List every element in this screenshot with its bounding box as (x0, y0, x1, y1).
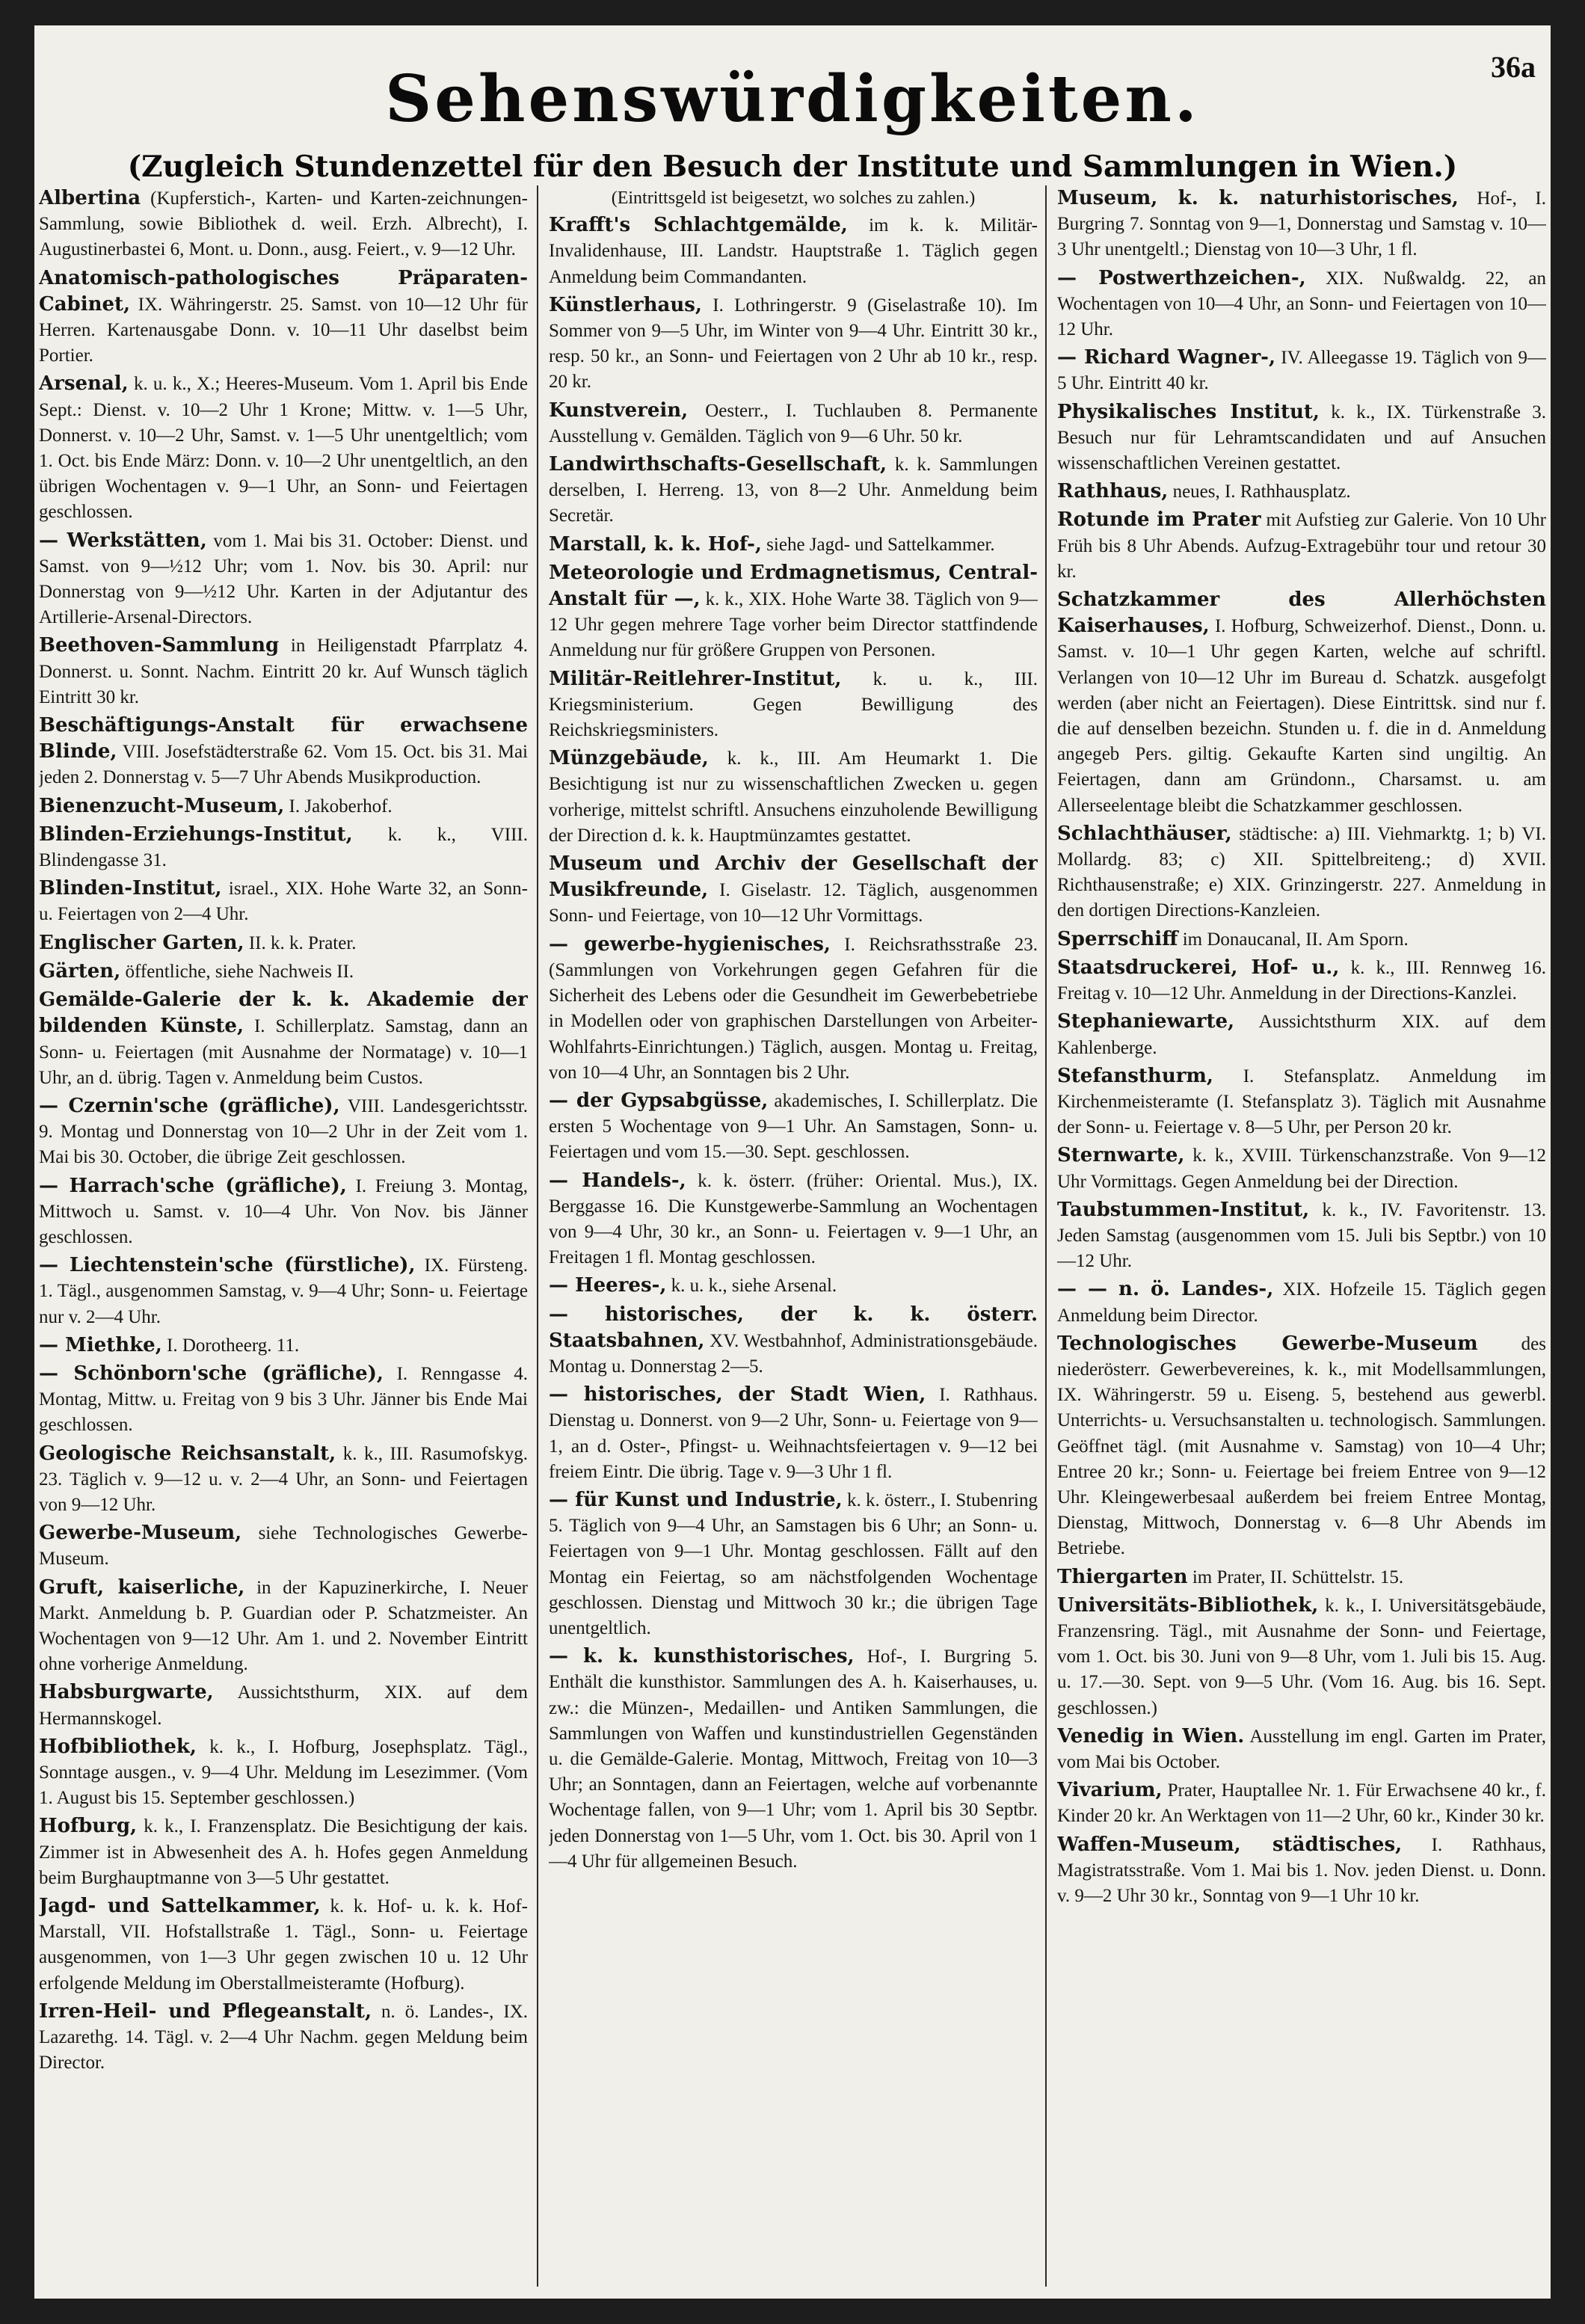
entry-heading: — Miethke, (39, 1333, 162, 1356)
entry-heading: — der Gypsabgüsse, (549, 1089, 769, 1112)
entry-heading: — k. k. kunsthistorisches, (549, 1645, 855, 1668)
entry-text: akademisches, I. Schillerplatz. Die ersten 5 Wochentage von 9—1 Uhr. An Samstagen, Sonn- u. Feiertagen und vom 15.—30. Sept. geschlossen. (549, 1090, 1038, 1163)
entry-heading: Gärten, (39, 959, 121, 983)
directory-entry (549, 452, 1038, 529)
entry-text: I. Renngasse 4. Montag, Mittw. u. Freitag von 9 bis 3 Uhr. Jänner bis Ende Mai geschlossen. (39, 1363, 528, 1436)
entry-text: k. u. k., III. Kriegsministerium. Gegen Bewilligung des Reichskriegsministers. (549, 668, 1038, 741)
directory-entry (39, 1441, 528, 1519)
directory-entry (1057, 1724, 1546, 1775)
entry-heading: — — n. ö. Landes-, (1057, 1278, 1274, 1301)
directory-entry (39, 1679, 528, 1731)
entry-heading: Sternwarte, (1057, 1144, 1185, 1167)
directory-entry (549, 746, 1038, 849)
entry-text: Aussichtsthurm XIX. auf dem Kahlenberge. (1057, 1012, 1546, 1058)
entry-text: k. k., XVIII. Türkenschanzstraße. Von 9—12 Uhr Vormittags. Gegen Anmeldung bei der Direction. (1057, 1146, 1546, 1192)
entry-heading: — historisches, der Stadt Wien, (549, 1383, 926, 1407)
entry-text: IV. Alleegasse 19. Täglich von 9—5 Uhr. Eintritt 40 kr. (1057, 348, 1546, 394)
entry-heading: Jagd- und Sattelkammer, (39, 1895, 321, 1917)
entry-text: I. Hofburg, Schweizerhof. Dienst., Donn. u. Samst. v. 10—1 Uhr gegen Karten, welche auf schriftl. Verlangen von 10—12 Uhr im Bureau d. Schatzk. ausgefolgt werden (aber nicht an Feiertagen). Diese Eintrittsk. sind nur f. die auf denselben bezeichn. Stunden u. f. die in d. Anmeldung angegeb Pers. giltig. Gekaufte Karten sind ungiltig. An Feiertagen, dann am Gründonn., Charsamst. u. am Allerseelentage bleibt die Schatzkammer geschlossen. (1057, 616, 1546, 816)
directory-entry (39, 1999, 528, 2076)
entry-heading: — Heeres-, (549, 1274, 667, 1297)
directory-entry (39, 1575, 528, 1678)
entry-heading: — Harrach'sche (gräfliche), (39, 1174, 347, 1197)
directory-entry (39, 1252, 528, 1330)
entry-heading: Anatomisch-pathologisches Präparaten-Cabinet, (39, 266, 528, 316)
entry-heading: Arsenal, (39, 372, 129, 396)
entry-text: k. k., IX. Türkenstraße 3. Besuch nur für Lehramtscandidaten und auf Ansuchen wissenschaftlichen Vereinen gestattet. (1057, 402, 1546, 474)
entry-text: k. u. k., X.; Heeres-Museum. Vom 1. April bis Ende Sept.: Dienst. v. 10—2 Uhr 1 Krone; Mittw. v. 1—5 Uhr, Donnerst. v. 10—2 Uhr, Samst. v. 1—5 Uhr unentgeltlich; vom 1. Oct. bis Ende März: Donn. v. 10—2 Uhr unentgeltlich, an den übrigen Wochentagen v. 9—1 Uhr, an Sonn- und Feiertagen geschlossen. (39, 374, 528, 523)
directory-entry (39, 713, 528, 791)
directory-entry (39, 876, 528, 927)
entry-heading: Thiergarten (1057, 1565, 1188, 1588)
entry-text: n. ö. Landes-, IX. Lazarethg. 14. Tägl. v. 2—4 Uhr Nachm. gegen Meldung beim Director. (39, 2001, 528, 2074)
directory-entry (39, 371, 528, 525)
entry-text: mit Aufstieg zur Galerie. Von 10 Uhr Früh bis 8 Uhr Abends. Aufzug-Extragebühr tour und retour 30 kr. (1057, 510, 1546, 582)
entry-text: XIX. Hofzeile 15. Täglich gegen Anmeldung beim Director. (1057, 1279, 1546, 1326)
columns-container (39, 185, 1546, 2287)
entry-text: I. Stefansplatz. Anmeldung im Kirchenmeisteramte (I. Stefansplatz 3). Täglich mit Ausnahme der Sonn- u. Feiertage v. 8—5 Uhr, per Person 20 kr. (1057, 1066, 1546, 1138)
directory-entry (1057, 265, 1546, 343)
entry-text: I. Rathhaus, Magistratsstraße. Vom 1. Mai bis 1. Nov. jeden Dienst. u. Donn. v. 9—2 Uhr 30 kr., Sonntag von 9—1 Uhr 10 kr. (1057, 1834, 1546, 1906)
directory-entry (39, 265, 528, 369)
entry-heading: Rathhaus, (1057, 480, 1169, 503)
entry-text: I. Rathhaus. Dienstag u. Donnerst. von 9—2 Uhr, Sonn- u. Feiertage von 9—1, an d. Oster-, Pfingst- u. Weihnachtsfeiertagen v. 9—12 bei freiem Eintr. Die übrig. Tage v. 9—3 Uhr 1 fl. (549, 1385, 1038, 1482)
entry-text: siehe Technologisches Gewerbe-Museum. (39, 1523, 528, 1570)
directory-entry (1057, 399, 1546, 477)
page-number: 36a (1491, 50, 1536, 84)
entry-heading: Physikalisches Institut, (1057, 400, 1320, 423)
entry-heading: Münzgebäude, (549, 747, 709, 770)
directory-entry (549, 212, 1038, 290)
entry-text: Hof-, I. Burgring 5. Enthält die kunsthistor. Sammlungen des A. h. Kaiserhauses, u. zw.: die Münzen-, Medaillen- und Antiken Sammlungen, die Sammlungen von Waffen und kunstindustriellen Gegenständen u. die Gemälde-Galerie. Montag, Mittwoch, Freitag von 10—3 Uhr; an Sonntagen, dann an Feiertagen, welche auf vorbenannte Wochentage fallen, von 9—1 Uhr; vom 1. April bis 30 Septbr. jeden Donnerstag von 1—5 Uhr, vom 1. Oct. bis 30. April von 1—4 Uhr für allgemeinen Besuch. (549, 1647, 1038, 1872)
directory-entry (39, 1361, 528, 1439)
entry-text: Ausstellung im engl. Garten im Prater, vom Mai bis October. (1057, 1726, 1546, 1772)
entry-heading: Geologische Reichsanstalt, (39, 1442, 336, 1465)
directory-entry (549, 1644, 1038, 1875)
entry-text: Aussichtsthurm, XIX. auf dem Hermannskogel. (39, 1682, 528, 1729)
directory-entry (39, 1520, 528, 1572)
entry-heading: Schlachthäuser, (1057, 822, 1232, 845)
directory-entry (1057, 1331, 1546, 1562)
entry-heading: Museum, k. k. naturhistorisches, (1057, 187, 1459, 209)
entry-text: I. Giselastr. 12. Täglich, ausgenommen Sonn- und Feiertage, von 10—12 Uhr Vormittags. (549, 880, 1038, 926)
entry-text: k. k., IV. Favoritenstr. 13. Jeden Samstag (ausgenommen vom 15. Juli bis Septbr.) von 10—12 Uhr. (1057, 1199, 1546, 1272)
directory-entry (1057, 1777, 1546, 1829)
page-subtitle: (Zugleich Stundenzettel für den Besuch der Institute und Sammlungen in Wien.) (127, 150, 1458, 184)
directory-entry (1057, 345, 1546, 396)
entry-text: k. k., III. Rennweg 16. Freitag v. 10—12 Uhr. Anmeldung in der Directions-Kanzlei. (1057, 957, 1546, 1004)
directory-entry (39, 793, 528, 820)
entry-heading: — Richard Wagner-, (1057, 346, 1276, 369)
entry-text: IX. Fürsteng. 1. Tägl., ausgenommen Samstag, v. 9—4 Uhr; Sonn- u. Feiertage nur v. 2—4 Uhr. (39, 1255, 528, 1327)
directory-entry (39, 1893, 528, 1996)
entry-text: israel., XIX. Hohe Warte 32, an Sonn- u. Feiertagen von 2—4 Uhr. (39, 879, 528, 925)
directory-entry (549, 1302, 1038, 1380)
entry-heading: Meteorologie und Erdmagnetismus, Central-Anstalt für —, (549, 561, 1038, 611)
directory-entry (39, 1093, 528, 1171)
entry-heading: Gemälde-Galerie der k. k. Akademie der bildenden Künste, (39, 989, 528, 1038)
entry-text: k. k., III. Rasumofskyg. 23. Täglich v. 9—12 u. v. 2—4 Uhr, an Sonn- und Feiertagen von 9—12 Uhr. (39, 1443, 528, 1515)
directory-entry (549, 932, 1038, 1086)
entry-text: in der Kapuzinerkirche, I. Neuer Markt. Anmeldung b. P. Guardian oder P. Schatzmeister. An Wochentagen von 9—12 Uhr. Am 1. und 2. November Eintritt ohne vorherige Anmeldung. (39, 1577, 528, 1675)
directory-entry (549, 532, 1038, 558)
directory-entry (1057, 1009, 1546, 1060)
entry-heading: — für Kunst und Industrie, (549, 1488, 843, 1511)
document-page (34, 25, 1551, 2299)
admission-note: (Eintrittsgeld ist beigesetzt, wo solches zu zahlen.) (611, 188, 976, 208)
entry-text: k. k., VIII. Blindengasse 31. (39, 824, 528, 871)
column-rule (1045, 185, 1047, 2287)
entry-heading: Marstall, k. k. Hof-, (549, 532, 762, 556)
directory-entry (1057, 926, 1546, 953)
entry-heading: — Schönborn'sche (gräfliche), (39, 1362, 384, 1385)
entry-text: k. k., XIX. Hohe Warte 38. Täglich von 9—12 Uhr gegen mehrere Tage vorher beim Director stattfindende Anmeldung nur für größere Gruppen von Personen. (549, 589, 1038, 661)
directory-entry (39, 987, 528, 1091)
entry-text: (Kupferstich-, Karten- und Karten-zeichnungen-Sammlung, sowie Bibliothek d. weil. Erzh. Albrecht), I. Augustinerbastei 6, Mont. u. Donn., ausg. Feiert., v. 9—12 Uhr. (39, 188, 528, 260)
entry-text: I. Reichsrathsstraße 23. (Sammlungen von Vorkehrungen gegen Gefahren für die Sicherheit des Lebens oder die Gesundheit im Gewerbebetriebe in Modellen oder von graphischen Darstellungen von Arbeiter-Wohlfahrts-Einrichtungen.) Täglich, ausgen. Montag u. Freitag, von 10—4 Uhr, an Sonntagen bis 2 Uhr. (549, 934, 1038, 1083)
entry-text: VIII. Landesgerichtsstr. 9. Montag und Donnerstag von 10—2 Uhr in der Zeit vom 1. Mai bis 30. October, die übrige Zeit geschlossen. (39, 1095, 528, 1168)
entry-heading: — Postwerthzeichen-, (1057, 266, 1306, 289)
entry-text: k. u. k., siehe Arsenal. (671, 1276, 837, 1297)
entry-text: I. Lothringerstr. 9 (Giselastraße 10). Im Sommer von 9—5 Uhr, im Winter von 9—4 Uhr. Eintritt 30 kr., resp. 50 kr., an Sonn- und Feiertagen von 2 Uhr ab 10 kr., resp. 20 kr. (549, 295, 1038, 393)
entry-text: I. Dorotheerg. 11. (167, 1335, 300, 1356)
entry-text: Oesterr., I. Tuchlauben 8. Permanente Ausstellung v. Gemälden. Täglich von 9—6 Uhr. 50 kr. (549, 400, 1038, 446)
entry-heading: — Werkstätten, (39, 529, 207, 552)
entry-heading: Gewerbe-Museum, (39, 1522, 242, 1545)
entry-heading: Rotunde im Prater (1057, 508, 1261, 532)
column-1 (39, 185, 528, 2287)
entry-text: k. k. Hof- u. k. k. Hof-Marstall, VII. Hofstallstraße 1. Tägl., Sonn- u. Feiertage ausgenommen, von 1—3 Uhr gegen zwischen 10 u. 12 Uhr erfolgende Meldung im Oberstallmeisteramte (Hofburg). (39, 1896, 528, 1993)
entry-heading: — Liechtenstein'sche (fürstliche), (39, 1254, 416, 1277)
entry-text: XV. Westbahnhof, Administrationsgebäude. Montag u. Donnerstag 2—5. (549, 1330, 1038, 1377)
directory-entry (39, 1813, 528, 1891)
directory-entry (1057, 955, 1546, 1006)
directory-entry (39, 633, 528, 710)
entry-text: Prater, Hauptallee Nr. 1. Für Erwachsene 40 kr., f. Kinder 20 kr. An Werktagen von 11—2 Uhr, 60 kr., Kinder 30 kr. (1057, 1780, 1546, 1827)
entry-heading: Hofbibliothek, (39, 1735, 197, 1758)
directory-entry (549, 1273, 1038, 1299)
directory-entry (1057, 479, 1546, 505)
directory-entry (39, 930, 528, 956)
entry-heading: Beschäftigungs-Anstalt für erwachsene Blinde, (39, 714, 528, 763)
entry-text: VIII. Josefstädterstraße 62. Vom 15. Oct. bis 31. Mai jeden 2. Donnerstag v. 5—7 Uhr Abends Musikproduction. (39, 742, 528, 788)
entry-text: I. Schillerplatz. Samstag, dann an Sonn- u. Feiertagen (mit Ausnahme der Normatage) v. 10—1 Uhr, an d. übrig. Tagen v. Anmeldung beim Custos. (39, 1016, 528, 1088)
directory-entry (1057, 821, 1546, 924)
entry-heading: Kunstverein, (549, 399, 689, 422)
entry-text: neues, I. Rathhausplatz. (1172, 482, 1351, 502)
entry-text: im k. k. Militär-Invalidenhause, III. Landstr. Hauptstraße 1. Täglich gegen Anmeldung beim Commandanten. (549, 215, 1038, 287)
directory-entry (39, 1734, 528, 1812)
entry-heading: Englischer Garten, (39, 931, 244, 954)
entry-heading: Blinden-Erziehungs-Institut, (39, 823, 353, 846)
directory-entry (549, 666, 1038, 744)
entry-heading: Habsburgwarte, (39, 1681, 214, 1704)
entry-heading: Taubstummen-Institut, (1057, 1198, 1310, 1221)
directory-entry (39, 185, 528, 263)
entry-heading: Technologisches Gewerbe-Museum (1057, 1332, 1478, 1355)
entry-text: siehe Jagd- und Sattelkammer. (766, 534, 995, 555)
column-3 (1057, 185, 1546, 2287)
entry-text: k. k., III. Am Heumarkt 1. Die Besichtigung ist nur zu wissenschaftlichen Zwecken u. gegen vorherige, mittelst schriftl. Ansuchens einzuholende Bewilligung der Direction d. k. k. Hauptmünzamtes gestattet. (549, 748, 1038, 846)
entry-text: im Prater, II. Schüttelstr. 15. (1192, 1567, 1404, 1587)
entry-text: II. k. k. Prater. (248, 932, 357, 953)
entry-heading: Hofburg, (39, 1815, 138, 1838)
entry-heading: Irren-Heil- und Pflegeanstalt, (39, 1999, 372, 2023)
entry-heading: Vivarium, (1057, 1779, 1163, 1802)
directory-entry (549, 1382, 1038, 1485)
directory-entry (39, 822, 528, 873)
entry-heading: Staatsdruckerei, Hof- u., (1057, 956, 1340, 979)
entry-heading: — gewerbe-hygienisches, (549, 932, 831, 956)
directory-entry (549, 560, 1038, 664)
page-title: Sehenswürdigkeiten. (385, 61, 1200, 137)
entry-text: I. Jakoberhof. (289, 796, 393, 817)
directory-entry (549, 1088, 1038, 1166)
entry-text: öffentliche, siehe Nachweis II. (125, 961, 354, 982)
directory-entry (549, 1168, 1038, 1271)
entry-heading: Museum und Archiv der Gesellschaft der Musikfreunde, (549, 852, 1038, 902)
entry-heading: Schatzkammer des Allerhöchsten Kaiserhauses, (1057, 588, 1546, 638)
entry-text: I. Freiung 3. Montag, Mittwoch u. Samst. v. 10—4 Uhr. Von Nov. bis Jänner geschlossen. (39, 1175, 528, 1247)
entry-heading: Gruft, kaiserliche, (39, 1576, 245, 1599)
directory-entry (549, 398, 1038, 449)
entry-text: k. k., I. Universitätsgebäude, Franzensring. Tägl., mit Ausnahme der Sonn- und Feiertage, vom 1. Oct. bis 30. Juni von 9—8 Uhr, vom 1. Juli bis 15. Aug. u. 17.—30. Sept. von 9—5 Uhr. (Vom 16. Aug. bis 16. Sept. geschlossen.) (1057, 1595, 1546, 1718)
directory-entry (1057, 185, 1546, 263)
entry-heading: Sperrschiff (1057, 927, 1178, 950)
directory-entry (1057, 1564, 1546, 1590)
directory-entry (1057, 507, 1546, 585)
entry-heading: Blinden-Institut, (39, 877, 222, 900)
entry-heading: Albertina (39, 187, 141, 209)
entry-heading: — Czernin'sche (gräfliche), (39, 1094, 340, 1117)
directory-entry (549, 292, 1038, 396)
entry-heading: Künstlerhaus, (549, 293, 702, 316)
directory-entry (1057, 1593, 1546, 1721)
entry-heading: Krafft's Schlachtgemälde, (549, 214, 848, 237)
entry-heading: Venedig in Wien. (1057, 1724, 1245, 1747)
directory-entry (549, 1487, 1038, 1641)
entry-text: k. k. österr. (früher: Oriental. Mus.), IX. Berggasse 16. Die Kunstgewerbe-Sammlung an Wochentagen von 9—4 Uhr, 30 kr., an Sonn- u. Feiertagen v. 9—1 Uhr, an Freitagen 1 fl. Montag geschlossen. (549, 1170, 1038, 1268)
entry-heading: Stefansthurm, (1057, 1064, 1213, 1087)
directory-entry (1057, 1832, 1546, 1910)
directory-entry (1057, 587, 1546, 819)
entry-text: XIX. Nußwaldg. 22, an Wochentagen von 10—4 Uhr, an Sonn- und Feiertagen von 10—12 Uhr. (1057, 268, 1546, 340)
directory-entry (549, 851, 1038, 929)
entry-heading: Beethoven-Sammlung (39, 634, 280, 657)
entry-text: k. k., I. Franzensplatz. Die Besichtigung der kais. Zimmer ist in Abwesenheit des A. h. Hofes gegen Anmeldung beim Burghauptmanne von 3—5 Uhr gestattet. (39, 1816, 528, 1888)
entry-text: städtische: a) III. Viehmarktg. 1; b) VI. Mollardg. 83; c) XII. Spittelbreiteng.; d) XVII. Richthausenstraße; e) XIX. Grinzingerstr. 227. Anmeldung in den dortigen Directions-Kanzleien. (1057, 823, 1546, 921)
directory-entry (39, 959, 528, 985)
column-rule (537, 185, 538, 2287)
entry-heading: — historisches, der k. k. österr. Staatsbahnen, (549, 1303, 1038, 1352)
entry-text: k. k. Sammlungen derselben, I. Herreng. 13, von 8—2 Uhr. Anmeldung beim Secretär. (549, 455, 1038, 526)
directory-entry (39, 1173, 528, 1251)
entry-heading: Militär-Reitlehrer-Institut, (549, 667, 842, 690)
entry-text: k. k., I. Hofburg, Josephsplatz. Tägl., Sonntage ausgen., v. 9—4 Uhr. Meldung im Lesezimmer. (Vom 1. August bis 15. September geschlossen.) (39, 1736, 528, 1809)
directory-entry (1057, 1143, 1546, 1194)
directory-entry (1057, 1276, 1546, 1328)
entry-heading: Stephaniewarte, (1057, 1010, 1235, 1033)
directory-entry (39, 528, 528, 631)
entry-text: in Heiligenstadt Pfarrplatz 4. Donnerst. u. Sonnt. Nachm. Eintritt 20 kr. Auf Wunsch täglich Eintritt 30 kr. (39, 636, 528, 707)
entry-heading: Waffen-Museum, städtisches, (1057, 1833, 1403, 1856)
entry-text: im Donaucanal, II. Am Sporn. (1182, 929, 1409, 950)
entry-text: vom 1. Mai bis 31. October: Dienst. und Samst. von 9—½12 Uhr; vom 1. Nov. bis 30. April: nur Donnerstag von 9—½12 Uhr. Karten in der Adjutantur des Artillerie-Arsenal-Directors. (39, 530, 528, 628)
entry-heading: — Handels-, (549, 1169, 686, 1192)
entry-heading: Landwirthschafts-Gesellschaft, (549, 453, 887, 476)
entry-text: IX. Währingerstr. 25. Samst. von 10—12 Uhr für Herren. Kartenausgabe Donn. v. 10—11 Uhr daselbst beim Portier. (39, 294, 528, 366)
entry-heading: Universitäts-Bibliothek, (1057, 1593, 1319, 1617)
directory-entry (1057, 1197, 1546, 1275)
column-2 (549, 185, 1038, 2287)
directory-entry (39, 1332, 528, 1359)
entry-heading: Bienenzucht-Museum, (39, 794, 285, 817)
entry-text: Hof-, I. Burgring 7. Sonntag von 9—1, Donnerstag und Samstag v. 10—3 Uhr unentgeltl.; Dienstag von 10—3 Uhr, 1 fl. (1057, 188, 1546, 260)
entry-text: k. k. österr., I. Stubenring 5. Täglich von 9—4 Uhr, an Samstagen bis 6 Uhr; an Sonn- u. Feiertagen von 9—1 Uhr. Montag geschlossen. Fällt auf den Montag ein Feiertag, so am nächstfolgenden Wochentage geschlossen. Dienstag und Mittwoch 30 kr.; die übrigen Tage unentgeltlich. (549, 1490, 1038, 1638)
directory-entry (1057, 1063, 1546, 1141)
entry-text: des niederösterr. Gewerbevereines, k. k., mit Modellsammlungen, IX. Währingerstr. 59 u. Eiseng. 5, bestehend aus gewerbl. Unterrichts- u. Versuchsanstalten u. technologisch. Sammlungen. Geöffnet tägl. (mit Ausnahme v. Samstag) von 10—4 Uhr; Entree 20 kr.; Sonn- u. Feiertage bei freiem Entree von 9—12 Uhr. Kleingewerbesaal außerdem bei freiem Entree Montag, Dienstag, Mittwoch, Donnerstag v. 6—8 Uhr Abends im Betriebe. (1057, 1333, 1546, 1559)
